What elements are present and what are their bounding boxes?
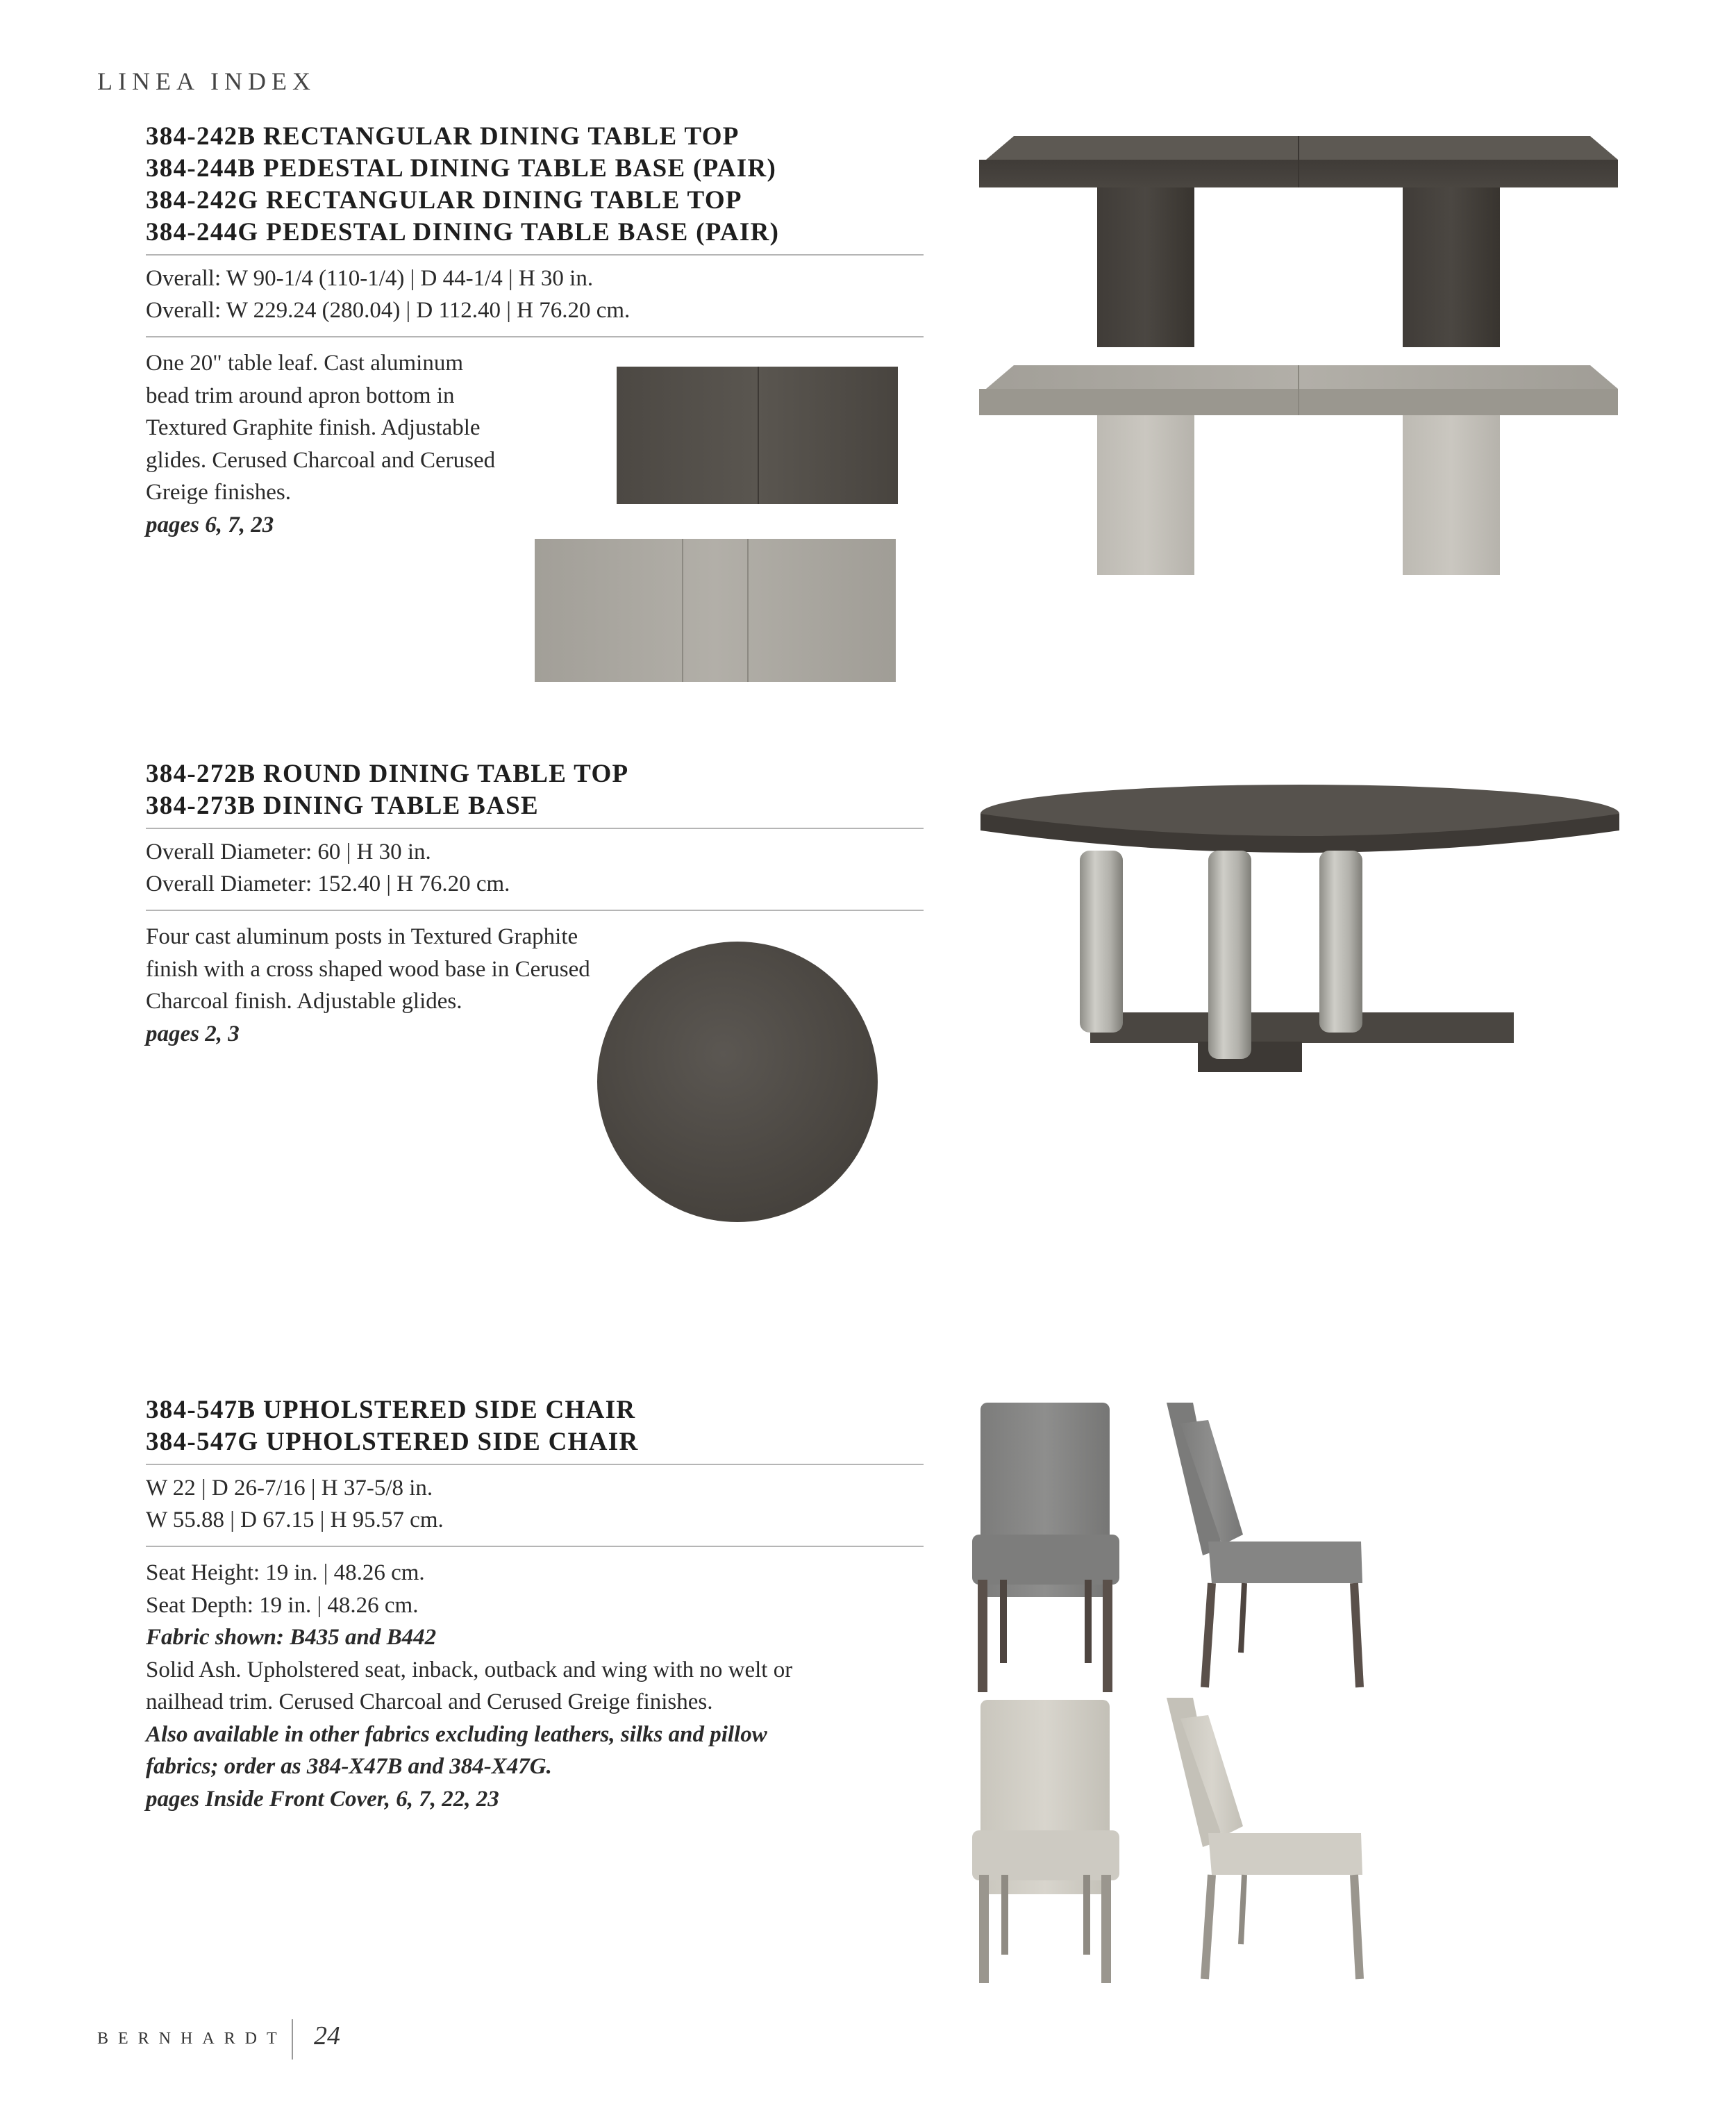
side-chair-gray-side-image (1167, 1403, 1362, 1687)
dimension-line: Overall: W 90-1/4 (110-1/4) | D 44-1/4 | H 30 in. (146, 266, 594, 291)
product-title: 384-242B RECTANGULAR DINING TABLE TOP (146, 122, 740, 151)
dimension-line: Overall Diameter: 60 | H 30 in. (146, 839, 431, 864)
description-line: Four cast aluminum posts in Textured Graphite (146, 924, 578, 949)
round-table-image (980, 785, 1619, 1072)
table-top-view-charcoal (617, 367, 898, 504)
rectangular-table-greige-image (979, 365, 1618, 575)
table-top-view-greige (535, 539, 896, 682)
availability-note: Also available in other fabrics excluding leathers, silks and pillow (146, 1721, 767, 1747)
page-reference: pages 6, 7, 23 (146, 512, 274, 537)
side-chair-gray-front-image (972, 1403, 1119, 1692)
product-title: 384-547B UPHOLSTERED SIDE CHAIR (146, 1396, 636, 1424)
description-line: finish with a cross shaped wood base in Cerused (146, 956, 590, 982)
product-title: 384-242G RECTANGULAR DINING TABLE TOP (146, 186, 742, 215)
side-chair-greige-front-image (972, 1700, 1119, 1983)
description-line: glides. Cerused Charcoal and Cerused (146, 447, 496, 473)
dimension-line: W 22 | D 26-7/16 | H 37-5/8 in. (146, 1476, 433, 1501)
rectangular-table-charcoal-image (979, 136, 1618, 347)
seat-spec: Seat Height: 19 in. | 48.26 cm. (146, 1560, 425, 1585)
availability-note: fabrics; order as 384-X47B and 384-X47G. (146, 1754, 552, 1779)
footer-divider (292, 2019, 293, 2060)
description-line: nailhead trim. Cerused Charcoal and Cerused Greige finishes. (146, 1689, 713, 1714)
description-line: Textured Graphite finish. Adjustable (146, 415, 481, 440)
description-line: One 20" table leaf. Cast aluminum (146, 351, 464, 376)
round-table-top-view (597, 942, 878, 1222)
page-reference: pages Inside Front Cover, 6, 7, 22, 23 (146, 1786, 499, 1812)
page-reference: pages 2, 3 (146, 1021, 240, 1046)
description-line: Greige finishes. (146, 480, 291, 505)
side-chair-greige-side-image (1167, 1698, 1362, 1979)
product-title: 384-272B ROUND DINING TABLE TOP (146, 760, 629, 788)
fabric-note: Fabric shown: B435 and B442 (146, 1625, 437, 1650)
description-line: bead trim around apron bottom in (146, 383, 455, 408)
dimension-line: W 55.88 | D 67.15 | H 95.57 cm. (146, 1507, 444, 1532)
catalog-header: LINEA INDEX (97, 67, 316, 95)
description-line: Solid Ash. Upholstered seat, inback, outback and wing with no welt or (146, 1657, 793, 1682)
dimension-line: Overall: W 229.24 (280.04) | D 112.40 | H 76.20 cm. (146, 298, 631, 323)
seat-spec: Seat Depth: 19 in. | 48.26 cm. (146, 1592, 419, 1618)
product-title: 384-244B PEDESTAL DINING TABLE BASE (PAIR) (146, 154, 777, 183)
product-title: 384-273B DINING TABLE BASE (146, 792, 539, 820)
dimension-line: Overall Diameter: 152.40 | H 76.20 cm. (146, 871, 510, 896)
product-title: 384-244G PEDESTAL DINING TABLE BASE (PAIR) (146, 218, 780, 247)
brand-logo: BERNHARDT (97, 2030, 287, 2048)
description-line: Charcoal finish. Adjustable glides. (146, 989, 462, 1014)
page-number: 24 (314, 2021, 340, 2050)
product-title: 384-547G UPHOLSTERED SIDE CHAIR (146, 1428, 639, 1456)
